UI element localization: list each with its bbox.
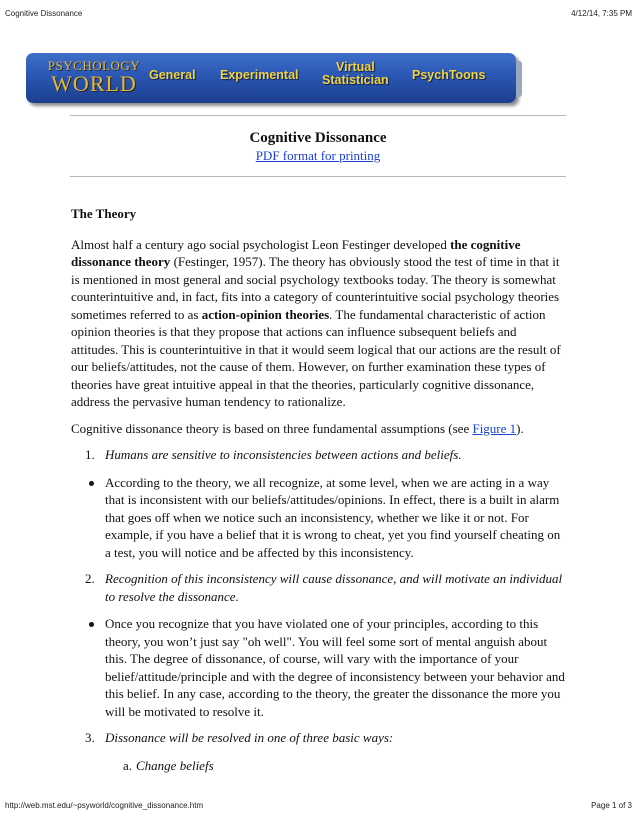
sub-item-text: Change beliefs [136,757,214,773]
nav-virtual-line1: Virtual [336,60,375,74]
figure-1-link[interactable]: Figure 1 [472,420,517,436]
intro-text-2: (Festinger, 1957). The theory has obviously stood the test of time in that it is mentioned in most general and social psychology textbooks today. The theory is somewhat counterintuitive and, in fact, fits into a category of counterintuitive social psychology theories sometimes referred to as [71,254,560,322]
assumption-text: Dissonance will be resolved in one of three basic ways: [105,730,394,745]
site-banner [26,53,516,103]
nav-general[interactable]: General [149,68,196,82]
assumption-item [71,729,567,747]
top-divider [70,115,566,116]
page-title: Cognitive Dissonance [249,130,387,146]
term-cognitive-dissonance: the cognitive dissonance theory [71,236,521,269]
bullet-text: According to the theory, we all recognize, at some level, when we are acting in a way that is inconsistent with our beliefs/attitudes/opinions. In effect, there is a built in alarm that goes off when we notice such an inconsistency, whether we like it or not. For example, if you have a belief that it is wrong to cheat, yet you find yourself cheating on a test, you will notice and be affected by this inconsistency. [105,474,561,560]
bullet-text: Once you recognize that you have violated one of your principles, according to this theory, you won’t just say "oh well". You will feel some sort of mental anguish about this. The degree of dissonance, of course, will vary with the importance of your belief/attitude/principle and with the degree of inconsistency between your behavior and this belief. In any case, according to the theory, the greater the dissonance the more you will be motivated to resolve it. [105,616,565,719]
print-footer-url: http://web.mst.edu/~psyworld/cognitive_dissonance.htm [5,801,204,810]
intro-text-3: . The fundamental characteristic of action opinion theories is that they propose that actions can influence subsequent beliefs and attitudes. This is counterintuitive in that it would seem logical that our actions are the result of our beliefs/attitudes, not the cause of them. However, on further examination these types of theories have great intuitive appeal in that the theories, particularly cognitive dissonance, address the pervasive human tendency to rationalize. [71,306,561,409]
bullet-dot-icon [89,622,94,627]
nav-virtual-line2: Statistician [322,73,389,87]
print-footer-page: Page 1 of 3 [591,801,632,810]
psychology-world-logo[interactable] [34,57,154,97]
assumption-item [71,570,567,605]
term-action-opinion: action-opinion theories [201,306,330,322]
bullet-item [71,474,567,562]
bullet-dot-icon [89,481,94,486]
assumption-item [71,446,567,464]
bullet-item [71,615,567,720]
nav-psychtoons[interactable]: PsychToons [412,68,486,82]
article-body [71,205,567,774]
sub-item-letter: a. [123,757,133,773]
pdf-format-link[interactable]: PDF format for printing [255,148,381,163]
sub-item [71,757,567,775]
assumption-number: 1. [85,447,95,462]
assumption-number: 3. [85,730,95,745]
assumptions-intro [71,420,567,438]
nav-experimental[interactable]: Experimental [220,68,299,82]
assumptions-intro-text: Cognitive dissonance theory is based on three fundamental assumptions (see [71,420,473,436]
intro-paragraph [71,236,567,411]
section-heading: The Theory [71,206,137,221]
print-header [5,9,632,21]
assumptions-intro-end: ). [516,420,524,436]
assumption-number: 2. [85,571,95,586]
print-header-title: Cognitive Dissonance [5,9,83,18]
assumption-text: Humans are sensitive to inconsistencies between actions and beliefs. [105,447,462,462]
nav-virtual-statistician[interactable] [322,61,389,87]
logo-line2: WORLD [51,71,137,96]
logo-line1: PSYCHOLOGY [47,58,141,73]
title-divider [70,176,566,177]
print-header-datetime: 4/12/14, 7:35 PM [571,9,632,18]
assumption-text: Recognition of this inconsistency will cause dissonance, and will motivate an individual to resolve the dissonance. [105,571,563,604]
print-footer [5,801,632,813]
intro-text-1: Almost half a century ago social psychologist Leon Festinger developed [71,236,451,252]
